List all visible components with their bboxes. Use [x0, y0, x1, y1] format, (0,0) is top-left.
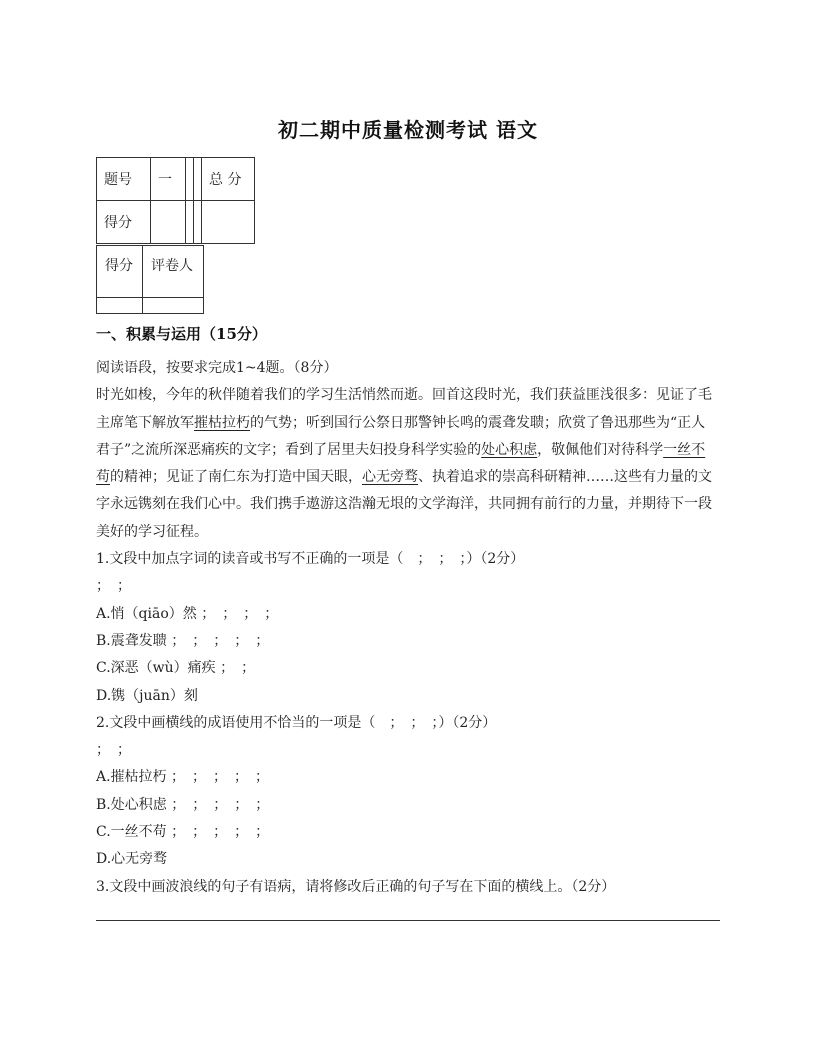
passage-line: 苟的精神；见证了南仁东为打造中国天眼，心无旁骛、执着追求的崇高科研精神……这些有力量的文	[96, 469, 712, 486]
score-cell-section-1: 一	[151, 158, 186, 201]
section-content	[96, 355, 720, 901]
question-1-stem: 1.文段中加点字词的读音或书写不正确的一项是（ ； ； ；）（2分）	[96, 551, 525, 568]
question-2-option-a: A.摧枯拉朽 ； ； ； ； ；	[96, 769, 270, 786]
section-heading: 一、积累与运用（15分）	[96, 325, 267, 343]
score-cell-input	[194, 201, 202, 244]
question-1-option-d: D.镌（juān）刻	[96, 687, 198, 704]
score-cell-blank	[186, 158, 194, 201]
grader-cell-score-label: 得分	[97, 246, 143, 298]
question-1-filler: ； ；	[96, 578, 131, 595]
grader-cell-blank	[143, 298, 204, 314]
passage-line: 君子”之流所深恶痛疾的文字；看到了居里夫妇投身科学实验的处心积虑，敬佩他们对待科学一丝不	[96, 441, 706, 458]
score-cell-blank	[194, 158, 202, 201]
question-3-stem: 3.文段中画波浪线的句子有语病，请将修改后正确的句子写在下面的横线上。（2分）	[96, 878, 616, 895]
passage-line: 美好的学习征程。	[96, 523, 208, 540]
question-1-option-c: C.深恶（wù）痛疾 ； ；	[96, 660, 256, 677]
question-2-option-b: B.处心积虑 ； ； ； ； ；	[96, 796, 270, 813]
underlined-idiom: 心无旁骛	[362, 469, 418, 486]
underlined-idiom: 苟	[96, 469, 110, 486]
score-cell-total: 总 分	[202, 158, 255, 201]
grader-table-header-row	[97, 246, 204, 298]
question-1-option-b: B.震聋发聩 ； ； ； ； ；	[96, 632, 270, 649]
page-title: 初二期中质量检测考试 语文	[278, 118, 538, 142]
reading-instruction: 阅读语段，按要求完成1~4题。（8分）	[96, 360, 338, 376]
underlined-idiom: 处心积虑	[481, 441, 538, 458]
grader-cell-reviewer-label: 评卷人	[143, 246, 204, 298]
question-2-option-d: D.心无旁骛	[96, 851, 168, 868]
score-cell-label-score: 得分	[97, 201, 151, 244]
passage-line: 字永远镌刻在我们心中。我们携手遨游这浩瀚无垠的文学海洋，共同拥有前行的力量，并期待下一段	[96, 496, 712, 513]
score-cell-input	[151, 201, 186, 244]
score-cell-total-input	[202, 201, 255, 244]
question-2-option-c: C.一丝不苟 ； ； ； ； ；	[96, 824, 270, 841]
score-cell-label-question: 题号	[97, 158, 151, 201]
question-1-option-a: A.悄（qiāo）然 ； ； ； ；	[96, 605, 279, 622]
underlined-idiom: 一丝不	[663, 441, 706, 458]
grader-cell-blank	[97, 298, 143, 314]
answer-line[interactable]	[96, 920, 720, 921]
passage-line: 时光如梭，今年的秋伴随着我们的学习生活悄然而逝。回首这段时光，我们获益匪浅很多：见证了毛	[96, 387, 712, 404]
score-table-header-row	[97, 158, 255, 201]
question-2-stem: 2.文段中画横线的成语使用不恰当的一项是（ ； ； ；）（2分）	[96, 714, 497, 731]
underlined-idiom: 摧枯拉朽	[194, 414, 250, 431]
passage-line: 主席笔下解放军摧枯拉朽的气势；听到国行公祭日那警钟长鸣的震聋发聩；欣赏了鲁迅那些为“正人	[96, 414, 706, 431]
grader-table-blank-row	[97, 298, 204, 314]
score-cell-input	[186, 201, 194, 244]
grader-table	[96, 245, 204, 314]
score-table-score-row	[97, 201, 255, 244]
question-2-filler: ； ；	[96, 742, 131, 759]
reading-passage	[96, 382, 720, 546]
score-table	[96, 157, 255, 244]
